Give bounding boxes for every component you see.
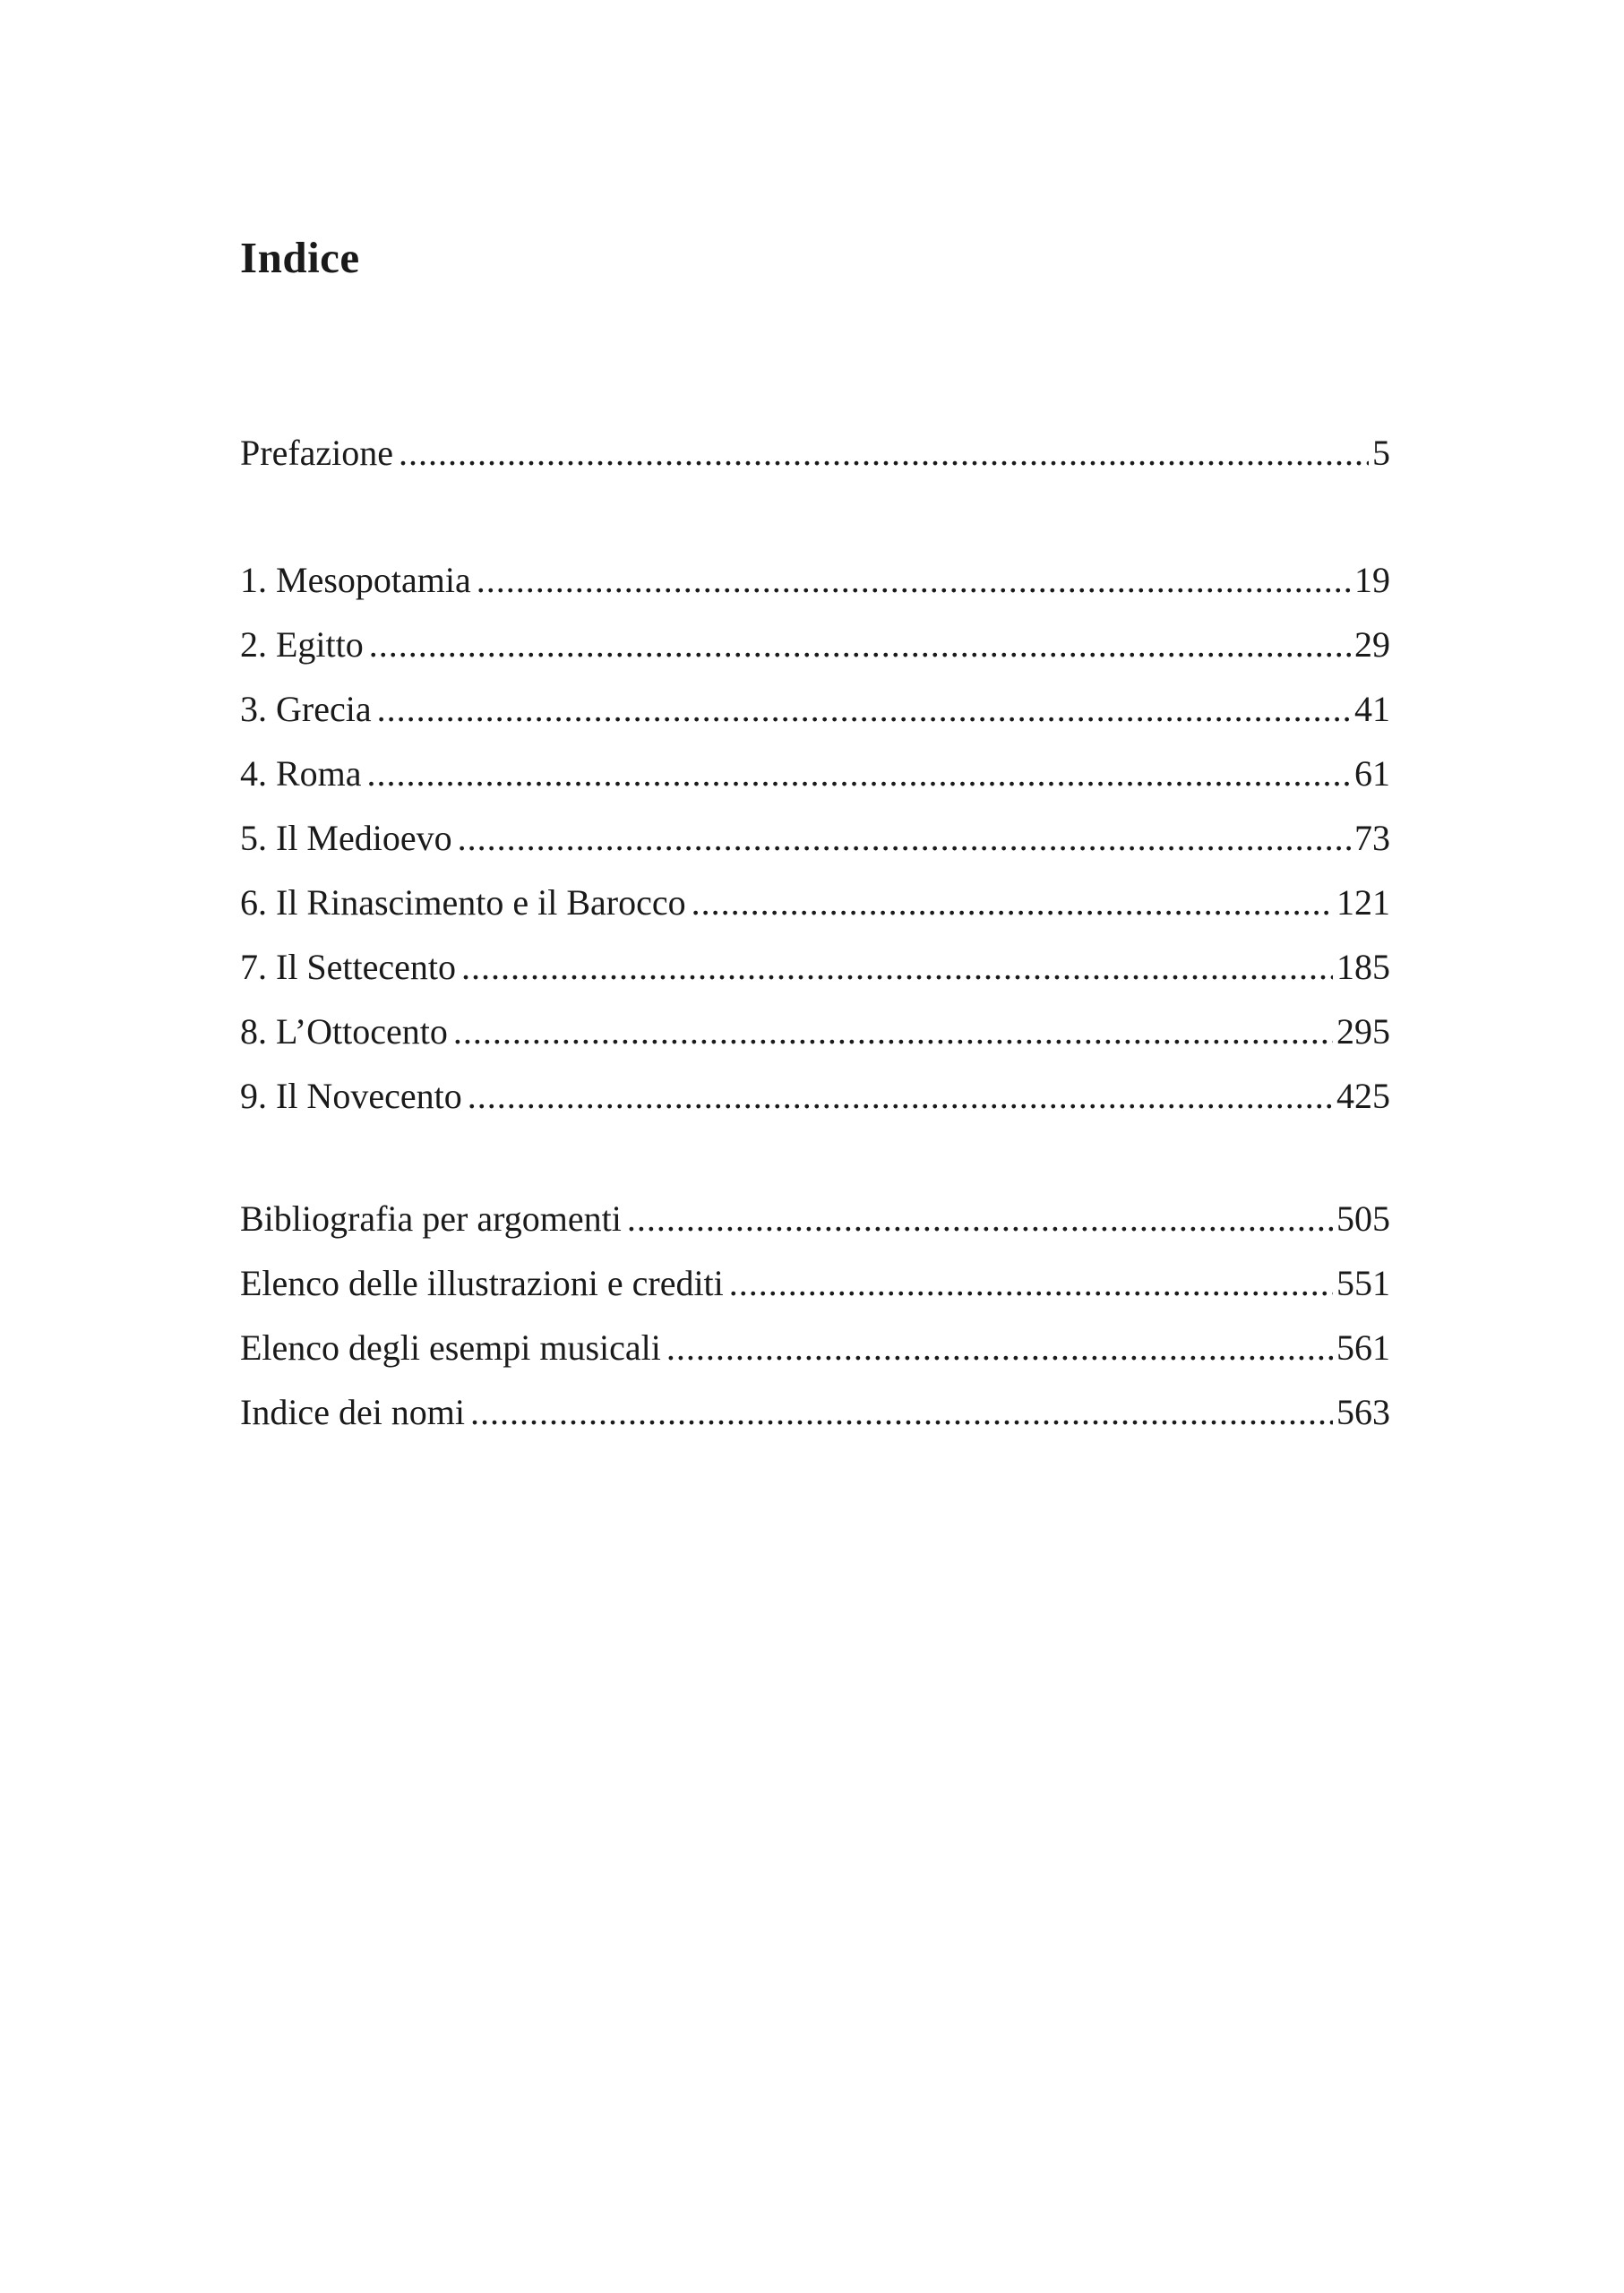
toc-entry-label: Elenco degli esempi musicali (240, 1327, 661, 1368)
toc-entry-page: 551 (1336, 1263, 1390, 1303)
toc-entry (240, 1187, 1390, 1251)
toc-entry-label: 4. Roma (240, 753, 362, 794)
toc-entry (240, 548, 1390, 613)
toc-entry-page: 5 (1372, 433, 1390, 473)
toc-dot-leader (692, 871, 1333, 935)
toc-dot-leader (666, 1316, 1333, 1380)
toc-entry-page: 505 (1336, 1198, 1390, 1239)
toc-dot-leader (399, 421, 1369, 485)
toc-entry-label: 6. Il Rinascimento e il Barocco (240, 882, 686, 923)
toc-group-back-matter (240, 1187, 1390, 1445)
toc-entry-page: 41 (1354, 689, 1390, 729)
toc-entry-page: 19 (1354, 560, 1390, 600)
toc-dot-leader (369, 613, 1351, 677)
toc-entry-label: Prefazione (240, 433, 394, 473)
toc-entry (240, 613, 1390, 677)
toc-entry-label: 9. Il Novecento (240, 1076, 462, 1116)
toc-entry (240, 935, 1390, 1000)
toc-entry-page: 425 (1336, 1076, 1390, 1116)
toc-entry-label: Elenco delle illustrazioni e crediti (240, 1263, 724, 1303)
toc-entry-page: 561 (1336, 1327, 1390, 1368)
toc-dot-leader (453, 1000, 1333, 1064)
toc-entry-label: Bibliografia per argomenti (240, 1198, 622, 1239)
toc-entry (240, 421, 1390, 485)
toc-entry (240, 871, 1390, 935)
toc-dot-leader (627, 1187, 1333, 1251)
toc-entry (240, 1000, 1390, 1064)
toc-dot-leader (477, 548, 1351, 613)
toc-dot-leader (729, 1251, 1333, 1316)
toc-entry (240, 677, 1390, 742)
toc-dot-leader (377, 677, 1351, 742)
toc-entry-page: 61 (1354, 753, 1390, 794)
toc-entry (240, 1316, 1390, 1380)
toc-entry (240, 1251, 1390, 1316)
toc-entry (240, 1064, 1390, 1129)
toc-dot-leader (367, 742, 1351, 806)
toc-entry-page: 29 (1354, 624, 1390, 665)
toc-entry (240, 806, 1390, 871)
toc-group-front-matter (240, 421, 1390, 485)
toc-dot-leader (470, 1380, 1333, 1445)
toc-entry-page: 295 (1336, 1011, 1390, 1052)
toc-dot-leader (458, 806, 1351, 871)
toc-group-chapters (240, 548, 1390, 1129)
page-title: Indice (240, 233, 360, 282)
toc-entry-label: 8. L’Ottocento (240, 1011, 448, 1052)
toc-entry (240, 1380, 1390, 1445)
toc-entry-label: 2. Egitto (240, 624, 364, 665)
toc-entry-page: 121 (1336, 882, 1390, 923)
toc-entry-label: 1. Mesopotamia (240, 560, 471, 600)
toc-dot-leader (468, 1064, 1333, 1129)
toc-entry-page: 73 (1354, 818, 1390, 858)
toc-entry (240, 742, 1390, 806)
toc-entry-label: Indice dei nomi (240, 1392, 466, 1432)
toc-entry-label: 5. Il Medioevo (240, 818, 452, 858)
toc-entry-page: 563 (1336, 1392, 1390, 1432)
toc-entry-label: 3. Grecia (240, 689, 372, 729)
toc-dot-leader (461, 935, 1333, 1000)
toc-entry-label: 7. Il Settecento (240, 947, 457, 987)
toc-entry-page: 185 (1336, 947, 1390, 987)
